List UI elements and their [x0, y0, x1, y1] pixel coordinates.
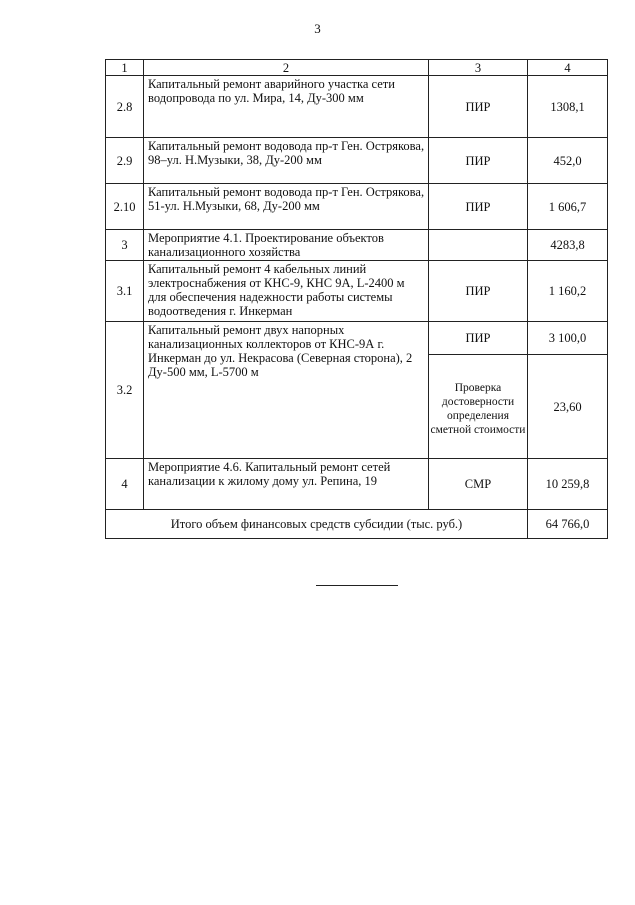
table-header-row [106, 60, 608, 76]
row-number: 4 [106, 459, 144, 510]
row-value: 4283,8 [528, 230, 608, 261]
row-number: 3.2 [106, 322, 144, 459]
table-row [106, 138, 608, 184]
total-label: Итого объем финансовых средств субсидии (тыс. руб.) [106, 510, 528, 539]
row-type: ПИР [429, 138, 528, 184]
row-type: ПИР [429, 184, 528, 230]
row-value: 10 259,8 [528, 459, 608, 510]
table-row [106, 322, 608, 355]
row-type: ПИР [429, 322, 528, 355]
column-header: 4 [528, 60, 608, 76]
row-value: 3 100,0 [528, 322, 608, 355]
row-name: Мероприятие 4.1. Проектирование объектов канализационного хозяйства [144, 230, 429, 261]
table-row [106, 230, 608, 261]
column-header: 3 [429, 60, 528, 76]
column-header: 1 [106, 60, 144, 76]
total-value: 64 766,0 [528, 510, 608, 539]
row-value: 452,0 [528, 138, 608, 184]
row-value: 1308,1 [528, 76, 608, 138]
row-type [429, 230, 528, 261]
row-type: СМР [429, 459, 528, 510]
row-name: Капитальный ремонт аварийного участка сети водопровода по ул. Мира, 14, Ду-300 мм [144, 76, 429, 138]
row-name: Мероприятие 4.6. Капитальный ремонт сетей канализации к жилому дому ул. Репина, 19 [144, 459, 429, 510]
row-type: Проверка достоверности определения сметной стоимости [429, 355, 528, 459]
row-type: ПИР [429, 76, 528, 138]
table-row [106, 261, 608, 322]
table-row [106, 76, 608, 138]
row-name: Капитальный ремонт водовода пр-т Ген. Острякова, 51-ул. Н.Музыки, 68, Ду-200 мм [144, 184, 429, 230]
page-number: 3 [314, 21, 321, 36]
total-row [106, 510, 608, 539]
row-value: 1 606,7 [528, 184, 608, 230]
row-value: 23,60 [528, 355, 608, 459]
row-number: 2.10 [106, 184, 144, 230]
subsidy-table [105, 59, 608, 539]
row-name: Капитальный ремонт 4 кабельных линий электроснабжения от КНС-9, КНС 9А, L-2400 м для обеспечения надежности работы системы водоотведения г. Инкерман [144, 261, 429, 322]
row-value: 1 160,2 [528, 261, 608, 322]
row-number: 3.1 [106, 261, 144, 322]
table-row [106, 184, 608, 230]
row-number: 2.9 [106, 138, 144, 184]
row-number: 2.8 [106, 76, 144, 138]
table-row [106, 459, 608, 510]
row-type: ПИР [429, 261, 528, 322]
row-name: Капитальный ремонт водовода пр-т Ген. Острякова, 98–ул. Н.Музыки, 38, Ду-200 мм [144, 138, 429, 184]
row-number: 3 [106, 230, 144, 261]
column-header: 2 [144, 60, 429, 76]
row-name: Капитальный ремонт двух напорных канализационных коллекторов от КНС-9А г. Инкерман до ул. Некрасова (Северная сторона), 2 Ду-500 мм, L-5700 м [144, 322, 429, 459]
signature-line [316, 585, 398, 586]
